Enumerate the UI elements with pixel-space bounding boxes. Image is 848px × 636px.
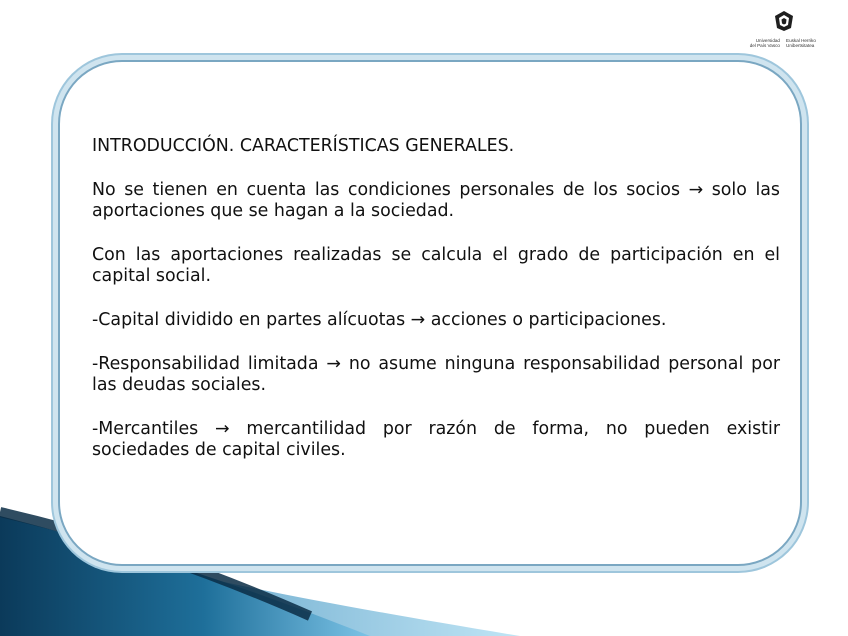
logo-text-right-line-1: Euskal Herriko — [786, 38, 816, 43]
content-frame — [58, 60, 802, 566]
content-text — [92, 136, 780, 484]
logo-text-right — [786, 38, 832, 49]
logo-text-right-line-2: Unibertsitatea — [786, 43, 815, 49]
paragraph-4: -Responsabilidad limitada → no asume ninguna responsabilidad personal por las deudas sociales. — [92, 354, 780, 395]
logo-text-left — [736, 38, 780, 49]
university-shield-icon — [772, 10, 796, 32]
slide-heading: INTRODUCCIÓN. CARACTERÍSTICAS GENERALES. — [92, 136, 515, 156]
university-logo — [736, 8, 832, 52]
logo-text-left-line-1: Universidad — [755, 38, 780, 43]
paragraph-5: -Mercantiles → mercantilidad por razón de forma, no pueden existir sociedades de capital civiles. — [92, 419, 780, 460]
paragraph-3: -Capital dividido en partes alícuotas → acciones o participaciones. — [92, 310, 667, 330]
paragraph-1: No se tienen en cuenta las condiciones personales de los socios → solo las aportaciones que se hagan a la sociedad. — [92, 180, 780, 221]
logo-text-left-line-2: del País Vasco — [749, 43, 780, 49]
paragraph-2: Con las aportaciones realizadas se calcula el grado de participación en el capital social. — [92, 245, 780, 286]
